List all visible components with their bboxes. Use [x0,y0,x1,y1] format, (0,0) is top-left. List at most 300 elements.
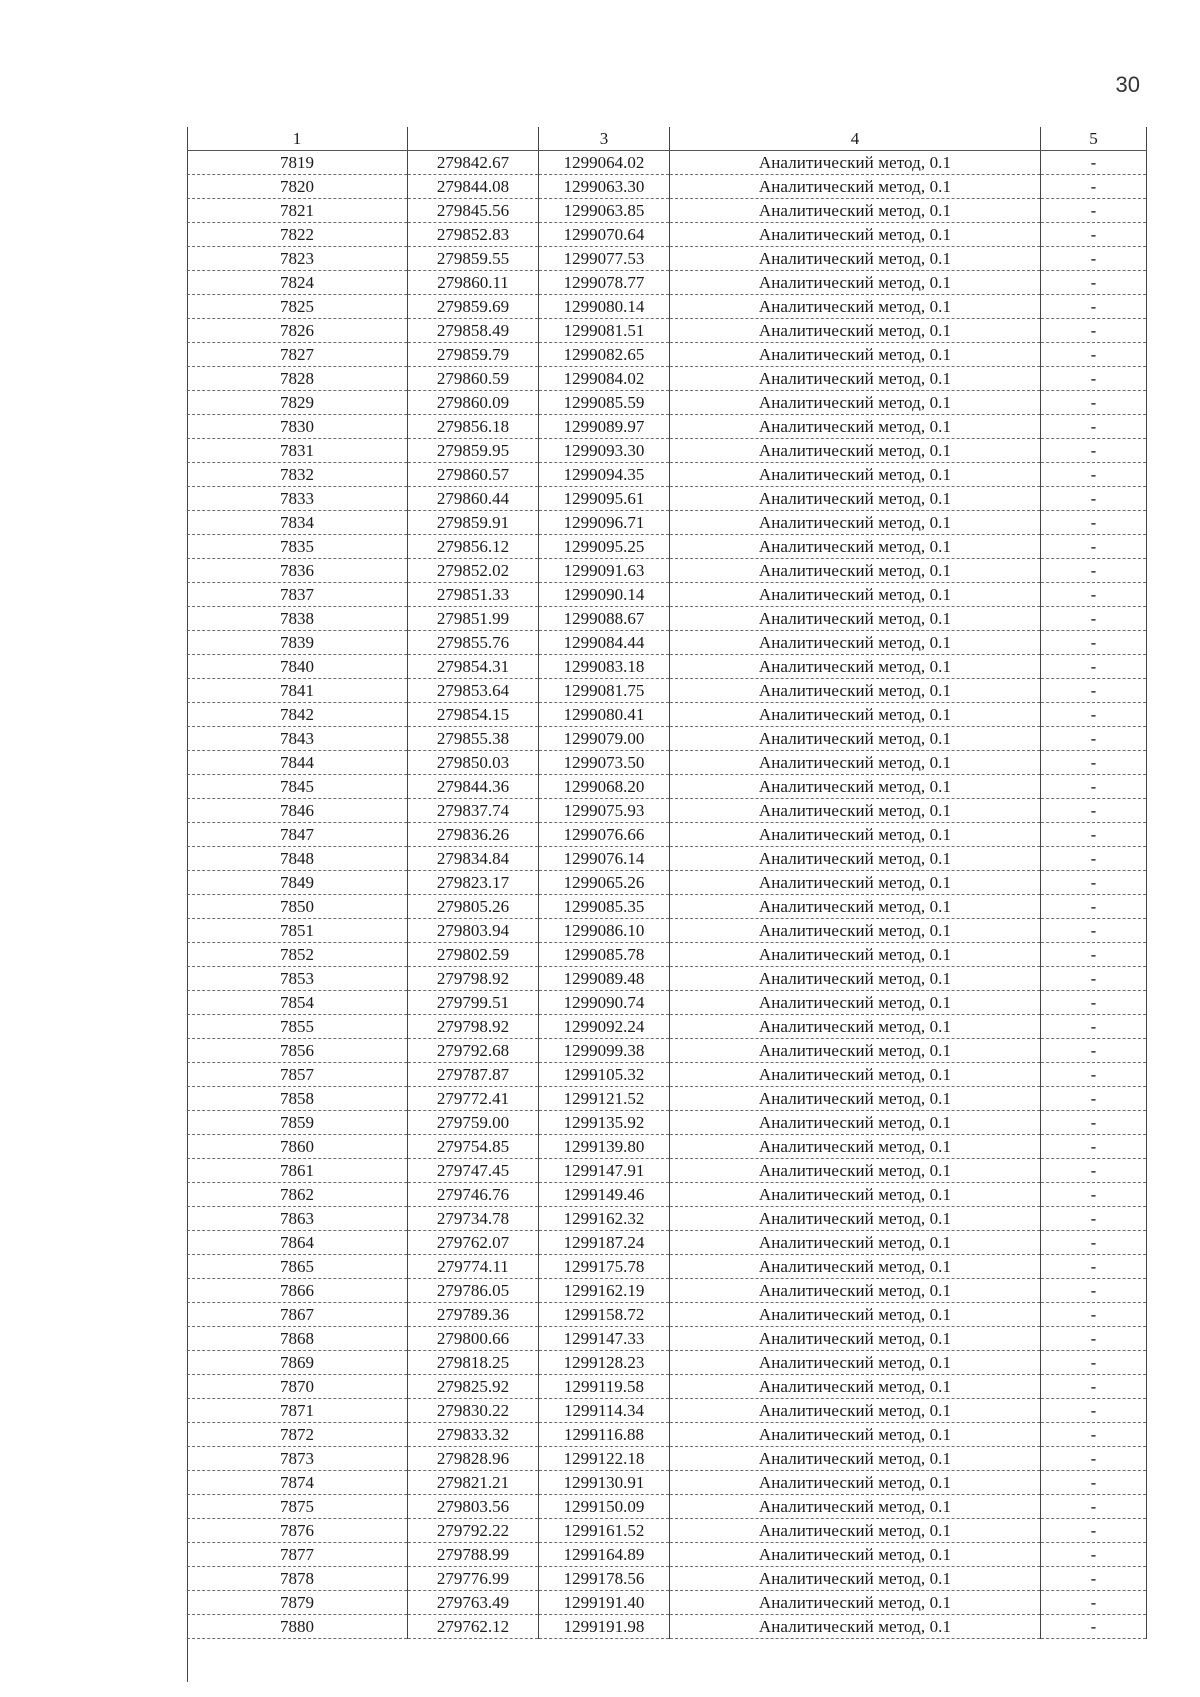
method-cell: Аналитический метод, 0.1 [670,607,1041,631]
y-coordinate-cell: 1299119.58 [539,1375,670,1399]
x-coordinate-cell: 279844.36 [408,775,539,799]
table-row [187,967,1147,991]
y-coordinate-cell: 1299078.77 [539,271,670,295]
y-coordinate-cell: 1299086.10 [539,919,670,943]
y-coordinate-cell: 1299088.67 [539,607,670,631]
table-row [187,1471,1147,1495]
y-coordinate-cell: 1299089.97 [539,415,670,439]
page-number: 30 [1115,72,1140,97]
point-number-cell: 7853 [187,967,408,991]
point-number-cell: 7826 [187,319,408,343]
y-coordinate-cell: 1299084.44 [539,631,670,655]
y-coordinate-cell: 1299094.35 [539,463,670,487]
note-cell: - [1041,1615,1147,1639]
table-row [187,1615,1147,1639]
x-coordinate-cell: 279859.69 [408,295,539,319]
table-row [187,247,1147,271]
point-number-cell: 7874 [187,1471,408,1495]
method-cell: Аналитический метод, 0.1 [670,751,1041,775]
y-coordinate-cell: 1299076.14 [539,847,670,871]
method-cell: Аналитический метод, 0.1 [670,1111,1041,1135]
table-row [187,151,1147,175]
y-coordinate-cell: 1299130.91 [539,1471,670,1495]
table-row [187,487,1147,511]
method-cell: Аналитический метод, 0.1 [670,871,1041,895]
method-cell: Аналитический метод, 0.1 [670,1375,1041,1399]
table-row [187,1423,1147,1447]
note-cell: - [1041,247,1147,271]
table-row [187,1159,1147,1183]
point-number-cell: 7879 [187,1591,408,1615]
header-col-3: 3 [539,127,670,151]
method-cell: Аналитический метод, 0.1 [670,1615,1041,1639]
note-cell: - [1041,1111,1147,1135]
x-coordinate-cell: 279836.26 [408,823,539,847]
note-cell: - [1041,1231,1147,1255]
x-coordinate-cell: 279845.56 [408,199,539,223]
table-body [187,151,1147,1639]
y-coordinate-cell: 1299076.66 [539,823,670,847]
note-cell: - [1041,775,1147,799]
y-coordinate-cell: 1299070.64 [539,223,670,247]
point-number-cell: 7880 [187,1615,408,1639]
method-cell: Аналитический метод, 0.1 [670,919,1041,943]
table-row [187,271,1147,295]
method-cell: Аналитический метод, 0.1 [670,559,1041,583]
note-cell: - [1041,919,1147,943]
header-col-4: 4 [670,127,1041,151]
x-coordinate-cell: 279762.07 [408,1231,539,1255]
method-cell: Аналитический метод, 0.1 [670,1255,1041,1279]
table-row [187,1207,1147,1231]
note-cell: - [1041,1327,1147,1351]
note-cell: - [1041,487,1147,511]
table-row [187,175,1147,199]
y-coordinate-cell: 1299089.48 [539,967,670,991]
point-number-cell: 7819 [187,151,408,175]
point-number-cell: 7857 [187,1063,408,1087]
point-number-cell: 7862 [187,1183,408,1207]
y-coordinate-cell: 1299135.92 [539,1111,670,1135]
method-cell: Аналитический метод, 0.1 [670,1087,1041,1111]
x-coordinate-cell: 279788.99 [408,1543,539,1567]
table-row [187,751,1147,775]
point-number-cell: 7860 [187,1135,408,1159]
y-coordinate-cell: 1299175.78 [539,1255,670,1279]
note-cell: - [1041,199,1147,223]
point-number-cell: 7837 [187,583,408,607]
table-row [187,1351,1147,1375]
x-coordinate-cell: 279833.32 [408,1423,539,1447]
point-number-cell: 7855 [187,1015,408,1039]
table-row [187,535,1147,559]
note-cell: - [1041,1399,1147,1423]
point-number-cell: 7864 [187,1231,408,1255]
y-coordinate-cell: 1299090.74 [539,991,670,1015]
y-coordinate-cell: 1299191.98 [539,1615,670,1639]
y-coordinate-cell: 1299085.59 [539,391,670,415]
x-coordinate-cell: 279754.85 [408,1135,539,1159]
note-cell: - [1041,847,1147,871]
x-coordinate-cell: 279734.78 [408,1207,539,1231]
method-cell: Аналитический метод, 0.1 [670,823,1041,847]
y-coordinate-cell: 1299063.85 [539,199,670,223]
method-cell: Аналитический метод, 0.1 [670,271,1041,295]
table-row [187,1039,1147,1063]
y-coordinate-cell: 1299065.26 [539,871,670,895]
y-coordinate-cell: 1299139.80 [539,1135,670,1159]
x-coordinate-cell: 279798.92 [408,967,539,991]
point-number-cell: 7820 [187,175,408,199]
point-number-cell: 7836 [187,559,408,583]
note-cell: - [1041,823,1147,847]
method-cell: Аналитический метод, 0.1 [670,319,1041,343]
point-number-cell: 7851 [187,919,408,943]
point-number-cell: 7847 [187,823,408,847]
method-cell: Аналитический метод, 0.1 [670,1591,1041,1615]
table-row [187,1303,1147,1327]
note-cell: - [1041,991,1147,1015]
point-number-cell: 7878 [187,1567,408,1591]
note-cell: - [1041,559,1147,583]
x-coordinate-cell: 279855.38 [408,727,539,751]
note-cell: - [1041,895,1147,919]
note-cell: - [1041,967,1147,991]
note-cell: - [1041,583,1147,607]
x-coordinate-cell: 279746.76 [408,1183,539,1207]
y-coordinate-cell: 1299085.78 [539,943,670,967]
method-cell: Аналитический метод, 0.1 [670,391,1041,415]
y-coordinate-cell: 1299073.50 [539,751,670,775]
point-number-cell: 7850 [187,895,408,919]
x-coordinate-cell: 279851.99 [408,607,539,631]
method-cell: Аналитический метод, 0.1 [670,1519,1041,1543]
note-cell: - [1041,1471,1147,1495]
point-number-cell: 7869 [187,1351,408,1375]
table-row [187,1327,1147,1351]
table-header-row [187,127,1147,151]
y-coordinate-cell: 1299079.00 [539,727,670,751]
method-cell: Аналитический метод, 0.1 [670,943,1041,967]
x-coordinate-cell: 279852.02 [408,559,539,583]
table-row [187,463,1147,487]
y-coordinate-cell: 1299068.20 [539,775,670,799]
method-cell: Аналитический метод, 0.1 [670,1399,1041,1423]
x-coordinate-cell: 279860.09 [408,391,539,415]
table-row [187,1447,1147,1471]
point-number-cell: 7831 [187,439,408,463]
x-coordinate-cell: 279803.94 [408,919,539,943]
table-row [187,1015,1147,1039]
method-cell: Аналитический метод, 0.1 [670,199,1041,223]
method-cell: Аналитический метод, 0.1 [670,1495,1041,1519]
note-cell: - [1041,535,1147,559]
x-coordinate-cell: 279772.41 [408,1087,539,1111]
note-cell: - [1041,799,1147,823]
x-coordinate-cell: 279859.79 [408,343,539,367]
table-row [187,823,1147,847]
method-cell: Аналитический метод, 0.1 [670,1015,1041,1039]
note-cell: - [1041,439,1147,463]
method-cell: Аналитический метод, 0.1 [670,1447,1041,1471]
x-coordinate-cell: 279762.12 [408,1615,539,1639]
note-cell: - [1041,1375,1147,1399]
y-coordinate-cell: 1299149.46 [539,1183,670,1207]
y-coordinate-cell: 1299095.25 [539,535,670,559]
y-coordinate-cell: 1299080.14 [539,295,670,319]
method-cell: Аналитический метод, 0.1 [670,967,1041,991]
method-cell: Аналитический метод, 0.1 [670,343,1041,367]
point-number-cell: 7845 [187,775,408,799]
method-cell: Аналитический метод, 0.1 [670,583,1041,607]
method-cell: Аналитический метод, 0.1 [670,1279,1041,1303]
table-row [187,1111,1147,1135]
note-cell: - [1041,1423,1147,1447]
y-coordinate-cell: 1299081.51 [539,319,670,343]
method-cell: Аналитический метод, 0.1 [670,295,1041,319]
x-coordinate-cell: 279854.15 [408,703,539,727]
method-cell: Аналитический метод, 0.1 [670,415,1041,439]
x-coordinate-cell: 279747.45 [408,1159,539,1183]
x-coordinate-cell: 279792.68 [408,1039,539,1063]
point-number-cell: 7859 [187,1111,408,1135]
point-number-cell: 7824 [187,271,408,295]
y-coordinate-cell: 1299162.32 [539,1207,670,1231]
method-cell: Аналитический метод, 0.1 [670,799,1041,823]
method-cell: Аналитический метод, 0.1 [670,175,1041,199]
x-coordinate-cell: 279858.49 [408,319,539,343]
method-cell: Аналитический метод, 0.1 [670,775,1041,799]
table-row [187,631,1147,655]
table-row [187,943,1147,967]
note-cell: - [1041,1135,1147,1159]
table-row [187,1135,1147,1159]
method-cell: Аналитический метод, 0.1 [670,847,1041,871]
table-row [187,415,1147,439]
table-row [187,1279,1147,1303]
x-coordinate-cell: 279786.05 [408,1279,539,1303]
note-cell: - [1041,727,1147,751]
method-cell: Аналитический метод, 0.1 [670,463,1041,487]
x-coordinate-cell: 279852.83 [408,223,539,247]
note-cell: - [1041,367,1147,391]
x-coordinate-cell: 279854.31 [408,655,539,679]
note-cell: - [1041,1351,1147,1375]
point-number-cell: 7821 [187,199,408,223]
y-coordinate-cell: 1299162.19 [539,1279,670,1303]
x-coordinate-cell: 279803.56 [408,1495,539,1519]
note-cell: - [1041,1159,1147,1183]
point-number-cell: 7832 [187,463,408,487]
x-coordinate-cell: 279856.12 [408,535,539,559]
note-cell: - [1041,415,1147,439]
y-coordinate-cell: 1299114.34 [539,1399,670,1423]
x-coordinate-cell: 279789.36 [408,1303,539,1327]
table-row [187,1375,1147,1399]
x-coordinate-cell: 279763.49 [408,1591,539,1615]
table-row [187,1255,1147,1279]
point-number-cell: 7872 [187,1423,408,1447]
x-coordinate-cell: 279860.59 [408,367,539,391]
point-number-cell: 7866 [187,1279,408,1303]
table-row [187,583,1147,607]
y-coordinate-cell: 1299091.63 [539,559,670,583]
y-coordinate-cell: 1299082.65 [539,343,670,367]
y-coordinate-cell: 1299161.52 [539,1519,670,1543]
point-number-cell: 7852 [187,943,408,967]
method-cell: Аналитический метод, 0.1 [670,679,1041,703]
table-row [187,391,1147,415]
x-coordinate-cell: 279859.55 [408,247,539,271]
y-coordinate-cell: 1299083.18 [539,655,670,679]
table-row [187,607,1147,631]
method-cell: Аналитический метод, 0.1 [670,703,1041,727]
point-number-cell: 7873 [187,1447,408,1471]
y-coordinate-cell: 1299081.75 [539,679,670,703]
point-number-cell: 7871 [187,1399,408,1423]
point-number-cell: 7825 [187,295,408,319]
y-coordinate-cell: 1299187.24 [539,1231,670,1255]
x-coordinate-cell: 279834.84 [408,847,539,871]
note-cell: - [1041,1087,1147,1111]
table-row [187,439,1147,463]
table-row [187,559,1147,583]
point-number-cell: 7822 [187,223,408,247]
method-cell: Аналитический метод, 0.1 [670,1039,1041,1063]
note-cell: - [1041,1495,1147,1519]
point-number-cell: 7848 [187,847,408,871]
table-row [187,343,1147,367]
method-cell: Аналитический метод, 0.1 [670,1159,1041,1183]
table-row [187,775,1147,799]
header-col-5: 5 [1041,127,1147,151]
x-coordinate-cell: 279859.95 [408,439,539,463]
method-cell: Аналитический метод, 0.1 [670,1327,1041,1351]
y-coordinate-cell: 1299080.41 [539,703,670,727]
note-cell: - [1041,175,1147,199]
x-coordinate-cell: 279787.87 [408,1063,539,1087]
method-cell: Аналитический метод, 0.1 [670,535,1041,559]
y-coordinate-cell: 1299085.35 [539,895,670,919]
x-coordinate-cell: 279853.64 [408,679,539,703]
method-cell: Аналитический метод, 0.1 [670,247,1041,271]
table-row [187,847,1147,871]
x-coordinate-cell: 279860.11 [408,271,539,295]
point-number-cell: 7849 [187,871,408,895]
y-coordinate-cell: 1299096.71 [539,511,670,535]
note-cell: - [1041,463,1147,487]
y-coordinate-cell: 1299147.91 [539,1159,670,1183]
point-number-cell: 7870 [187,1375,408,1399]
point-number-cell: 7830 [187,415,408,439]
method-cell: Аналитический метод, 0.1 [670,727,1041,751]
x-coordinate-cell: 279805.26 [408,895,539,919]
x-coordinate-cell: 279798.92 [408,1015,539,1039]
y-coordinate-cell: 1299128.23 [539,1351,670,1375]
table-row [187,1543,1147,1567]
table-row [187,703,1147,727]
point-number-cell: 7867 [187,1303,408,1327]
note-cell: - [1041,679,1147,703]
note-cell: - [1041,1279,1147,1303]
note-cell: - [1041,271,1147,295]
note-cell: - [1041,703,1147,727]
x-coordinate-cell: 279855.76 [408,631,539,655]
note-cell: - [1041,631,1147,655]
x-coordinate-cell: 279818.25 [408,1351,539,1375]
note-cell: - [1041,1591,1147,1615]
y-coordinate-cell: 1299164.89 [539,1543,670,1567]
table-row [187,1231,1147,1255]
y-coordinate-cell: 1299121.52 [539,1087,670,1111]
point-number-cell: 7856 [187,1039,408,1063]
header-col-2 [408,127,539,151]
point-number-cell: 7868 [187,1327,408,1351]
table-row [187,1063,1147,1087]
method-cell: Аналитический метод, 0.1 [670,223,1041,247]
x-coordinate-cell: 279759.00 [408,1111,539,1135]
note-cell: - [1041,1207,1147,1231]
table-row [187,319,1147,343]
note-cell: - [1041,1543,1147,1567]
y-coordinate-cell: 1299063.30 [539,175,670,199]
x-coordinate-cell: 279856.18 [408,415,539,439]
note-cell: - [1041,871,1147,895]
method-cell: Аналитический метод, 0.1 [670,991,1041,1015]
table-row [187,1183,1147,1207]
note-cell: - [1041,751,1147,775]
method-cell: Аналитический метод, 0.1 [670,1303,1041,1327]
point-number-cell: 7843 [187,727,408,751]
table-row [187,1399,1147,1423]
note-cell: - [1041,1255,1147,1279]
method-cell: Аналитический метод, 0.1 [670,631,1041,655]
point-number-cell: 7877 [187,1543,408,1567]
x-coordinate-cell: 279859.91 [408,511,539,535]
point-number-cell: 7854 [187,991,408,1015]
table-row [187,1519,1147,1543]
x-coordinate-cell: 279844.08 [408,175,539,199]
x-coordinate-cell: 279821.21 [408,1471,539,1495]
y-coordinate-cell: 1299191.40 [539,1591,670,1615]
note-cell: - [1041,1063,1147,1087]
method-cell: Аналитический метод, 0.1 [670,1567,1041,1591]
table-row [187,1087,1147,1111]
point-number-cell: 7828 [187,367,408,391]
point-number-cell: 7861 [187,1159,408,1183]
table-row [187,679,1147,703]
note-cell: - [1041,223,1147,247]
table-row [187,727,1147,751]
x-coordinate-cell: 279776.99 [408,1567,539,1591]
note-cell: - [1041,319,1147,343]
table-row [187,367,1147,391]
x-coordinate-cell: 279792.22 [408,1519,539,1543]
table-row [187,1495,1147,1519]
method-cell: Аналитический метод, 0.1 [670,1471,1041,1495]
method-cell: Аналитический метод, 0.1 [670,439,1041,463]
table-row [187,799,1147,823]
coordinates-table [187,127,1147,1639]
method-cell: Аналитический метод, 0.1 [670,151,1041,175]
y-coordinate-cell: 1299092.24 [539,1015,670,1039]
point-number-cell: 7839 [187,631,408,655]
y-coordinate-cell: 1299064.02 [539,151,670,175]
x-coordinate-cell: 279825.92 [408,1375,539,1399]
y-coordinate-cell: 1299178.56 [539,1567,670,1591]
table-row [187,223,1147,247]
y-coordinate-cell: 1299158.72 [539,1303,670,1327]
